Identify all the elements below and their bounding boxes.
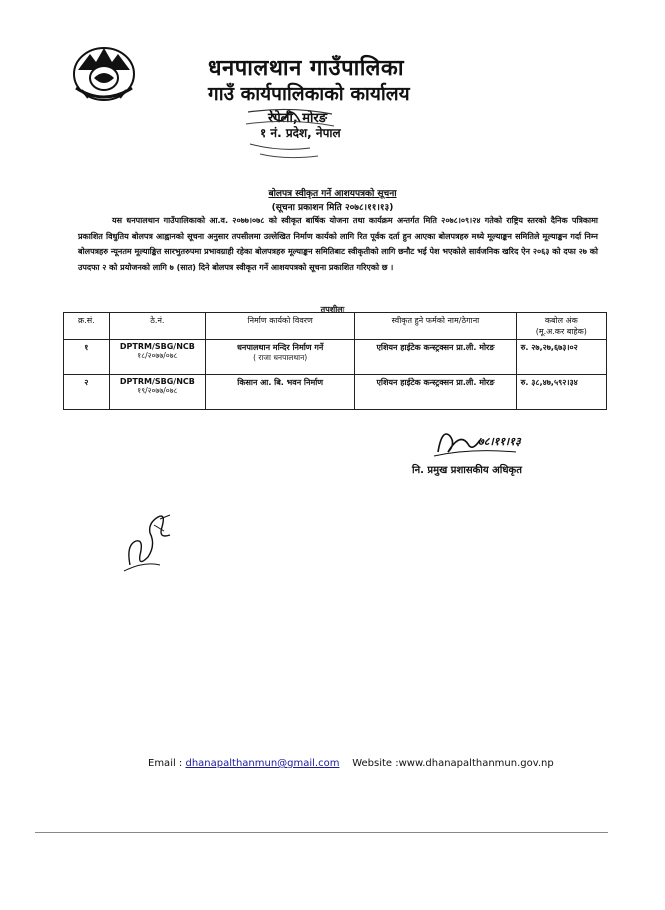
table-caption: तपशीलः bbox=[320, 305, 345, 314]
cell-contract bbox=[109, 375, 205, 410]
municipality-logo bbox=[68, 42, 140, 104]
notice-subheading: (सूचना प्रकाशन मिति २०७८।११।१३) bbox=[271, 203, 394, 213]
table-header-row bbox=[64, 313, 607, 340]
notice-heading: बोलपत्र स्वीकृत गर्ने आशयपत्रको सूचना bbox=[268, 189, 397, 199]
header-amount bbox=[516, 313, 606, 340]
address-line-1: रंगेली, मोरङ bbox=[268, 111, 328, 126]
notice-body bbox=[78, 213, 598, 275]
table-row bbox=[64, 340, 607, 375]
header-amount-note: (मू.अ.कर बाहेक) bbox=[535, 327, 587, 336]
cell-work bbox=[206, 375, 355, 410]
header-work: निर्माण कार्यको विवरण bbox=[206, 313, 355, 340]
website-link[interactable]: www.dhanapalthanmun.gov.np bbox=[398, 758, 554, 769]
contract-number-sub: १८/२०७७/०७८ bbox=[137, 351, 178, 360]
cell-sn: २ bbox=[64, 375, 110, 410]
contract-number-sub: १९/२०७७/०७८ bbox=[137, 386, 178, 395]
cell-amount: रु. ३८,४७,५९२।३४ bbox=[516, 375, 606, 410]
header-contract: ठे.नं. bbox=[109, 313, 205, 340]
cell-amount: रु. २७,२७,६७३।०२ bbox=[516, 340, 606, 375]
header-firm: स्वीकृत हुने फर्मको नाम/ठेगाना bbox=[355, 313, 516, 340]
org-name: धनपालथान गाउँपालिका bbox=[208, 56, 405, 81]
table-row bbox=[64, 375, 607, 410]
office-stamp bbox=[240, 104, 340, 166]
cell-firm: एशियन हाईटेक कन्स्ट्रक्सन प्रा.ली. मोरङ bbox=[355, 375, 516, 410]
work-description: किसान आ. बि. भवन निर्माण bbox=[237, 378, 324, 387]
notice-paragraph: यस धनपालथान गाउँपालिकाको आ.व. २०७७।०७८ को स्वीकृत बार्षिक योजना तथा कार्यक्रम अन्तर्गत मिति २०७८।०९।२४ गतेको राष्ट्रिय स्तरको दैनिक पत्रिकामा प्रकाशित विधुतिय बोलपत्र आह्वानको सूचना अनुसार तपसीलमा उल्लेखित निर्माण कार्यको लागि रित पूर्वक दर्ता हुन आएका बोलपत्रहरु मध्ये मूल्याङ्कन समितिले मूल्याङ्कन गर्दा निम्न बोलपत्रहरु न्यूनतम मूल्याङ्कित सारभुतरुपमा प्रभावग्राही रहेका बोलपत्रहरु मूल्याङ्कन समितिबाट स्वीकृतीको लागि छनौट भई पेश भएकोले सार्वजनिक खरिद ऐन २०६३ को दफा २७ को उपदफा २ को प्रयोजनको लागि ७ (सात) दिने बोलपत्र स्वीकृत गर्ने आशयपत्रको सूचना प्रकाशित गरिएको छ । bbox=[78, 216, 598, 272]
cell-sn: १ bbox=[64, 340, 110, 375]
officer-title: नि. प्रमुख प्रशासकीय अधिकृत bbox=[412, 465, 522, 476]
work-description-sub: ( राजा धनपालथान) bbox=[253, 353, 308, 362]
cell-contract bbox=[109, 340, 205, 375]
email-label: Email : bbox=[148, 758, 183, 769]
header-sn: क्र.सं. bbox=[64, 313, 110, 340]
contract-number: DPTRM/SBG/NCB bbox=[119, 377, 195, 386]
email-link[interactable]: dhanapalthanmun@gmail.com bbox=[185, 758, 340, 769]
work-description: धनपालथान मन्दिर निर्माण गर्ने bbox=[237, 343, 324, 352]
website-label: Website : bbox=[352, 758, 399, 769]
bid-table bbox=[63, 312, 607, 410]
footer-contact bbox=[148, 758, 554, 769]
contract-number: DPTRM/SBG/NCB bbox=[119, 342, 195, 351]
cell-firm: एशियन हाईटेक कन्स्ट्रक्सन प्रा.ली. मोरङ bbox=[355, 340, 516, 375]
footer-divider bbox=[35, 832, 608, 833]
handwritten-signature bbox=[120, 505, 184, 577]
address-line-2: १ नं. प्रदेश, नेपाल bbox=[260, 126, 341, 140]
header-amount-label: कबोल अंक bbox=[544, 316, 578, 325]
office-name: गाउँ कार्यपालिकाको कार्यालय bbox=[208, 83, 410, 105]
signature-date: ७८।११।१३ bbox=[478, 435, 521, 448]
cell-work bbox=[206, 340, 355, 375]
